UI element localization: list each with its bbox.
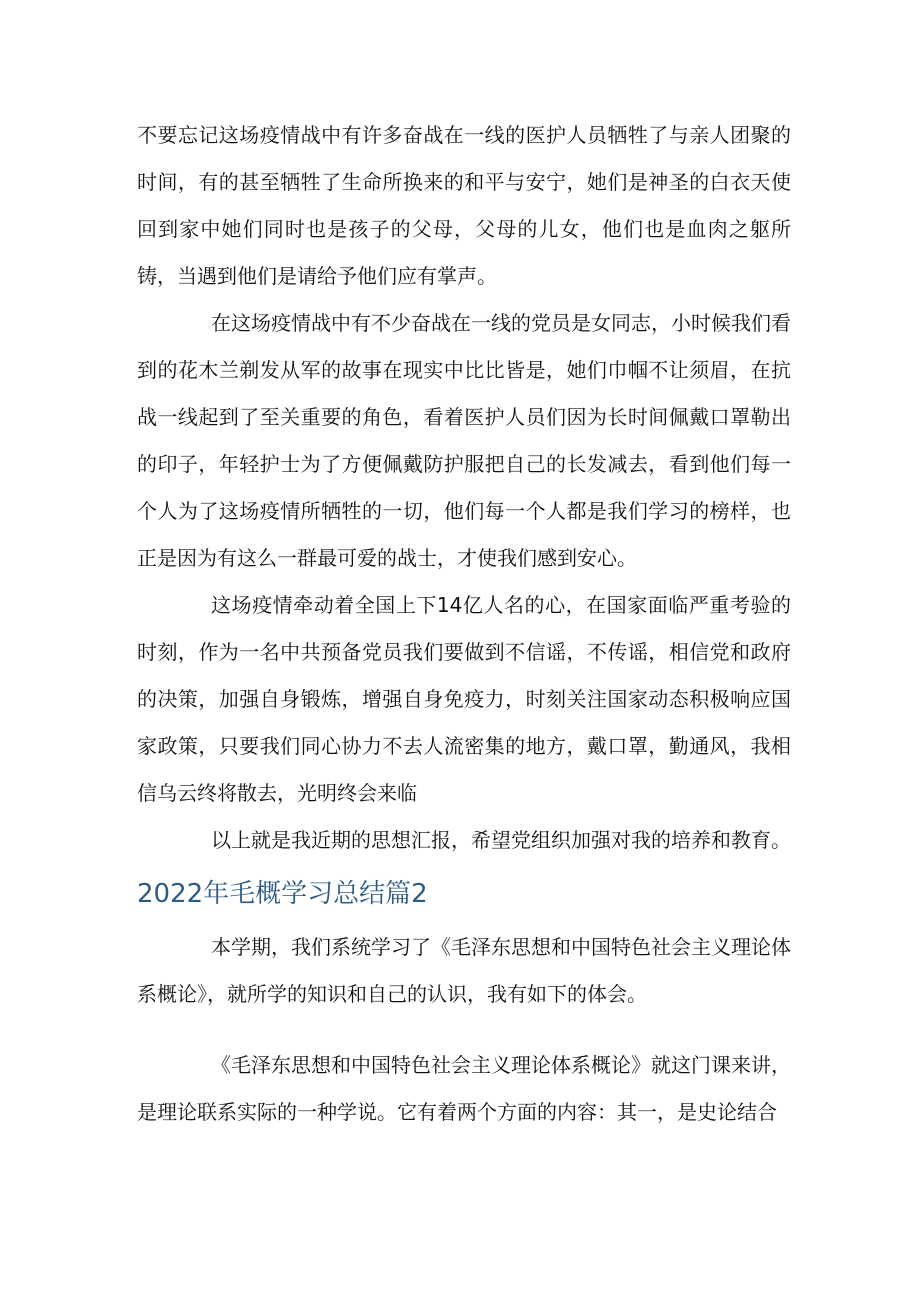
- paragraph-closing: 以上就是我近期的思想汇报，希望党组织加强对我的培养和教育。: [211, 828, 791, 852]
- paragraph-gap: [137, 1018, 791, 1042]
- paragraph-course-description: 《毛泽东思想和中国特色社会主义理论体系概论》就这门课来讲，是理论联系实际的一种学说。它有着两个方面的内容：其一，是史论结合: [137, 1053, 791, 1124]
- paragraph-nation-pledge: 这场疫情牵动着全国上下14亿人名的心，在国家面临严重考验的时刻，作为一名中共预备党员我们要做到不信谣，不传谣，相信党和政府的决策，加强自身锻炼，增强自身免疫力，时刻关注国家动态积极响应国家政策，只要我们同心协力不去人流密集的地方，戴口罩，勤通风，我相信乌云终将散去，光明终会来临: [137, 593, 791, 805]
- paragraph-female-party-members: 在这场疫情战中有不少奋战在一线的党员是女同志，小时候我们看到的花木兰剃发从军的故事在现实中比比皆是，她们巾帼不让须眉，在抗战一线起到了至关重要的角色，看着医护人员们因为长时间佩戴口罩勒出的印子，年轻护士为了方便佩戴防护服把自己的长发减去，看到他们每一个人为了这场疫情所牺牲的一切，他们每一个人都是我们学习的榜样，也正是因为有这么一群最可爱的战士，才使我们感到安心。: [137, 311, 791, 570]
- paragraph-medical-staff: 不要忘记这场疫情战中有许多奋战在一线的医护人员牺牲了与亲人团聚的时间，有的甚至牺牲了生命所换来的和平与安宁，她们是神圣的白衣天使回到家中她们同时也是孩子的父母，父母的儿女，他们也是血肉之躯所铸，当遇到他们是请给予他们应有掌声。: [137, 123, 791, 288]
- document-body: [137, 112, 791, 1136]
- section-heading: 2022年毛概学习总结篇2: [137, 879, 428, 909]
- paragraph-semester-intro: 本学期，我们系统学习了《毛泽东思想和中国特色社会主义理论体系概论》，就所学的知识和自己的认识，我有如下的体会。: [137, 935, 791, 1006]
